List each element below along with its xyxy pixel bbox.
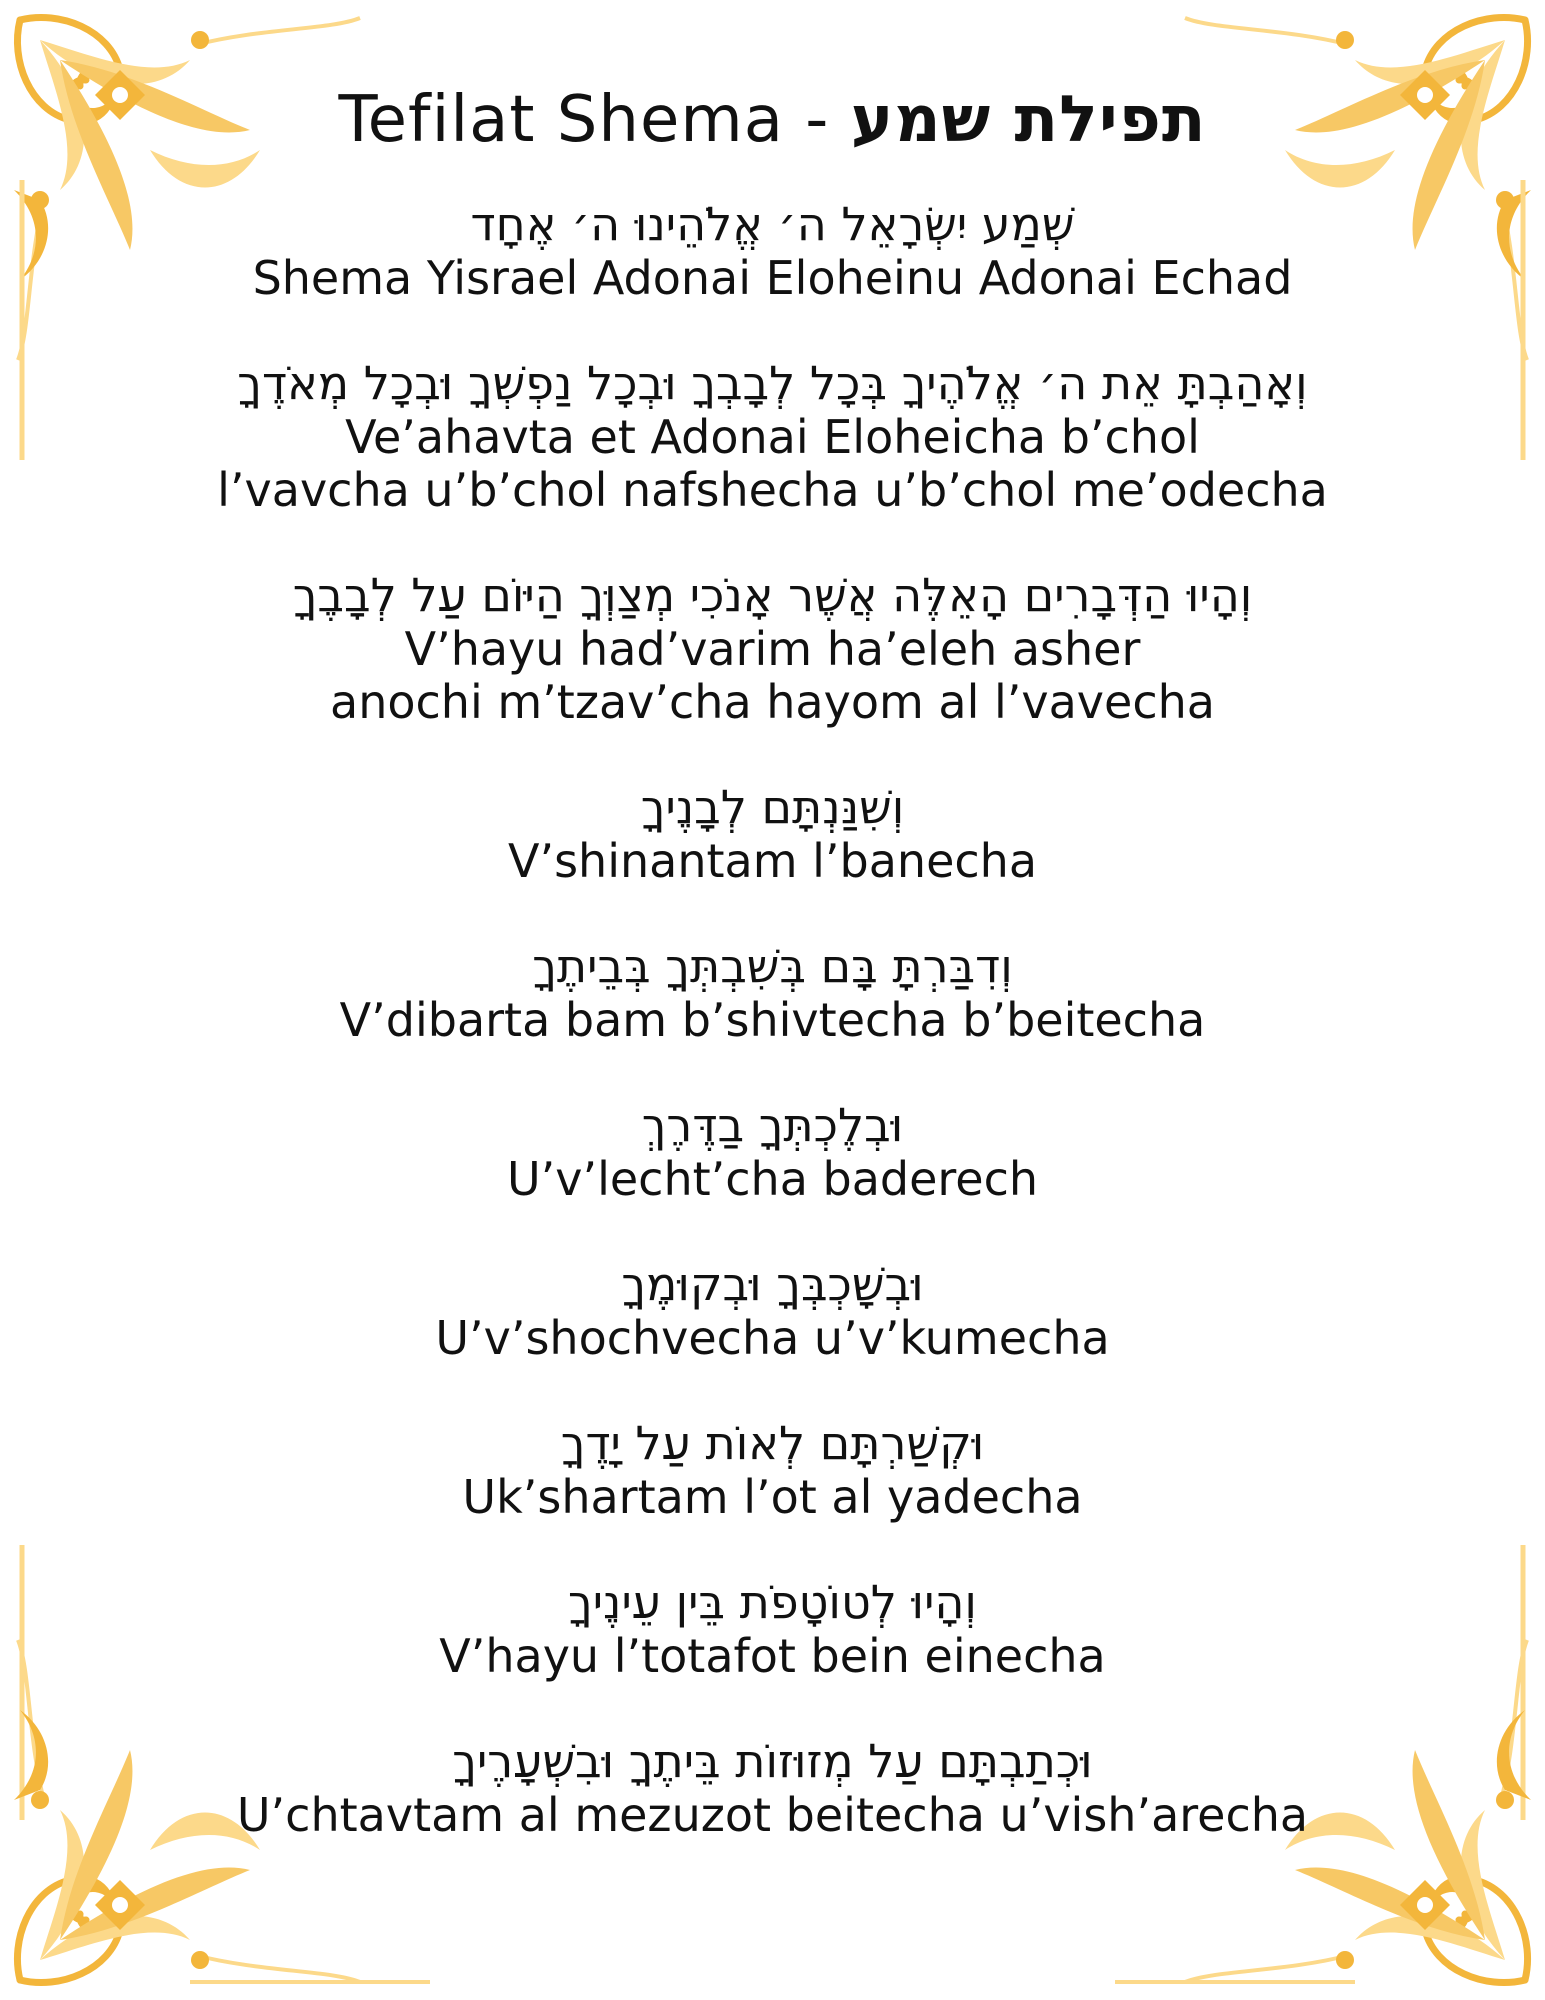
verse-hebrew: וּבְלֶכְתְּךָ בַדֶּרֶךְ <box>641 1098 904 1152</box>
verse-1 <box>0 196 1545 305</box>
verse-hebrew: וּקְשַׁרְתָּם לְאוֹת עַל יָדֶךָ <box>560 1416 985 1470</box>
verse-7 <box>0 1256 1545 1365</box>
page-title-english: Tefilat Shema - <box>338 83 830 157</box>
verse-9 <box>0 1574 1545 1683</box>
page-title <box>0 80 1545 160</box>
prayer-verses <box>0 196 1545 1842</box>
verse-10 <box>0 1733 1545 1842</box>
verse-transliteration: V’shinantam l’banecha <box>507 834 1038 888</box>
verse-2 <box>0 355 1545 517</box>
verse-hebrew: וּבְשָׁכְבְּךָ וּבְקוּמֶךָ <box>621 1257 924 1311</box>
verse-transliteration: Shema Yisrael Adonai Eloheinu Adonai Echad <box>252 251 1293 305</box>
verse-transliteration: l’vavcha u’b’chol nafshecha u’b’chol me’odecha <box>217 463 1328 517</box>
verse-hebrew: וְהָיוּ הַדְּבָרִים הָאֵלֶּה אֲשֶׁר אָנֹכִי מְצַוְּךָ הַיּוֹם עַל לְבָבֶךָ <box>292 568 1253 622</box>
verse-transliteration: anochi m’tzav’cha hayom al l’vavecha <box>330 675 1215 729</box>
verse-transliteration: U’v’lecht’cha baderech <box>506 1152 1039 1206</box>
verse-4 <box>0 779 1545 888</box>
verse-transliteration: V’hayu l’totafot bein einecha <box>439 1629 1106 1683</box>
verse-hebrew: שְׁמַע יִשְׂרָאֵל ה׳ אֱלֹהֵינוּ ה׳ אֶחָד <box>470 197 1075 251</box>
verse-6 <box>0 1097 1545 1206</box>
page-title-hebrew: תפילת שמע <box>850 83 1207 157</box>
verse-transliteration: Ve’ahavta et Adonai Eloheicha b’chol <box>345 410 1200 464</box>
verse-hebrew: וְאָהַבְתָּ אֵת ה׳ אֱלֹהֶיךָ בְּכָל לְבָבְךָ וּבְכָל נַפְשְׁךָ וּבְכָל מְאֹדֶךָ <box>237 356 1308 410</box>
verse-8 <box>0 1415 1545 1524</box>
verse-transliteration: V’hayu had’varim ha’eleh asher <box>404 622 1141 676</box>
verse-transliteration: Uk’shartam l’ot al yadecha <box>462 1470 1083 1524</box>
verse-transliteration: V’dibarta bam b’shivtecha b’beitecha <box>339 993 1206 1047</box>
verse-hebrew: וְהָיוּ לְטוֹטָפֹת בֵּין עֵינֶיךָ <box>568 1575 977 1629</box>
verse-hebrew: וּכְתַבְתָּם עַל מְזוּזוֹת בֵּיתֶךָ וּבִשְׁעָרֶיךָ <box>452 1734 1093 1788</box>
verse-3 <box>0 567 1545 729</box>
verse-5 <box>0 938 1545 1047</box>
verse-transliteration: U’v’shochvecha u’v’kumecha <box>435 1311 1110 1365</box>
verse-hebrew: וְדִבַּרְתָּ בָּם בְּשִׁבְתְּךָ בְּבֵיתֶךָ <box>532 939 1013 993</box>
verse-hebrew: וְשִׁנַּנְתָּם לְבָנֶיךָ <box>640 780 905 834</box>
verse-transliteration: U’chtavtam al mezuzot beitecha u’vish’arecha <box>236 1788 1309 1842</box>
